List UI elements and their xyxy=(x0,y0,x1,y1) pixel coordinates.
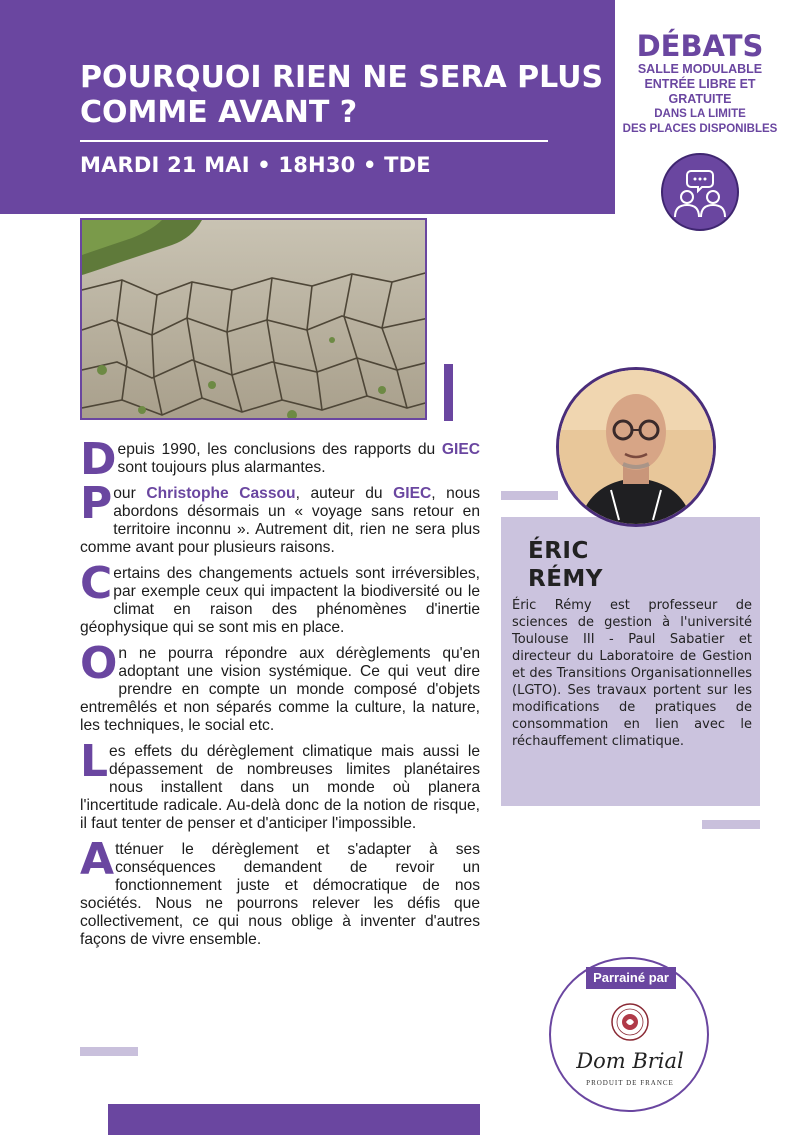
decorative-bar xyxy=(501,491,558,500)
article-paragraph: Depuis 1990, les conclusions des rapports du GIEC sont toujours plus alarmantes. xyxy=(80,434,480,485)
footer-bar xyxy=(108,1104,480,1135)
sponsor-brand: Dom Brial xyxy=(576,1049,684,1073)
speaker-bio: Éric Rémy est professeur de sciences de gestion à l'université Toulouse III - Paul Sabatier et directeur du Laboratoire de Gestion et des Transitions Organisationnelles (LGTO). Ses travaux portent sur les modifications de pratiques de consommation en lien avec le réchauffement climatique. xyxy=(512,598,752,749)
article-paragraph: Certains des changements actuels sont irréversibles, par exemple ceux qui impactent la biodiversité ou le climat en raison des phénomènes d'inertie géophysique qui se sont mis en place. xyxy=(80,558,480,636)
article-body xyxy=(80,434,480,957)
title-divider xyxy=(80,140,548,142)
accent-bar xyxy=(444,364,453,421)
speaker-name: ÉRIC RÉMY xyxy=(528,538,603,592)
speaker-portrait-photo xyxy=(556,367,716,527)
article-paragraph: Les effets du dérèglement climatique mais aussi le dépassement de nombreuses limites planétaires nous installent dans un monde où planera l'incertitude radicale. Au-delà donc de la notion de risque, il faut tenter de penser et d'anticiper l'impossible. xyxy=(80,736,480,832)
debate-people-icon xyxy=(661,153,739,231)
event-info-line: DANS LA LIMITE xyxy=(654,108,746,120)
event-info-line: ENTRÉE LIBRE ET xyxy=(644,77,756,91)
event-info-line: GRATUITE xyxy=(668,92,732,106)
article-paragraph: Pour Christophe Cassou, auteur du GIEC, nous abordons désormais un « voyage sans retour en territoire inconnu ». Autrement dit, rien ne sera plus comme avant pour plusieurs raisons. xyxy=(80,478,480,556)
sponsor-brand-subtitle: PRODUIT DE FRANCE xyxy=(586,1079,674,1087)
drop-cap: D xyxy=(80,434,117,485)
article-paragraph: Atténuer le dérèglement et s'adapter à ses conséquences demandent de revoir un fonctionnement juste et démocratique de nos sociétés. Nous ne pourrons relever les défis que collectivement, ce qui nous oblige à inventer d'autres façons de vivre ensemble. xyxy=(80,834,480,948)
drop-cap: C xyxy=(80,558,113,609)
event-info-box xyxy=(620,30,780,137)
sponsor-label: Parrainé par xyxy=(586,967,676,989)
article-paragraph: On ne pourra répondre aux dérèglements qu'en adoptant une vision systémique. Ce qui veut dire prendre en compte un monde composé d'objets entremêlés et non séparés comme la culture, la nature, les techniques, le social etc. xyxy=(80,638,480,734)
highlight-term: Christophe Cassou xyxy=(146,485,296,502)
highlight-term: GIEC xyxy=(441,441,480,458)
page-title: POURQUOI RIEN NE SERA PLUS COMME AVANT ? xyxy=(80,60,604,130)
event-info-line: SALLE MODULABLE xyxy=(637,62,763,76)
drop-cap: O xyxy=(80,638,118,689)
highlight-term: GIEC xyxy=(393,485,432,502)
event-info-line: DES PLACES DISPONIBLES xyxy=(622,123,778,135)
cracked-dry-earth-photo xyxy=(80,218,427,420)
drop-cap: L xyxy=(80,736,109,787)
decorative-bar xyxy=(80,1047,138,1056)
drop-cap: P xyxy=(80,478,113,529)
drop-cap: A xyxy=(80,834,115,885)
decorative-bar xyxy=(702,820,760,829)
event-date-time: MARDI 21 MAI • 18H30 • TDE xyxy=(80,153,431,177)
event-type: DÉBATS xyxy=(636,29,764,63)
winery-seal-logo xyxy=(610,1002,650,1042)
